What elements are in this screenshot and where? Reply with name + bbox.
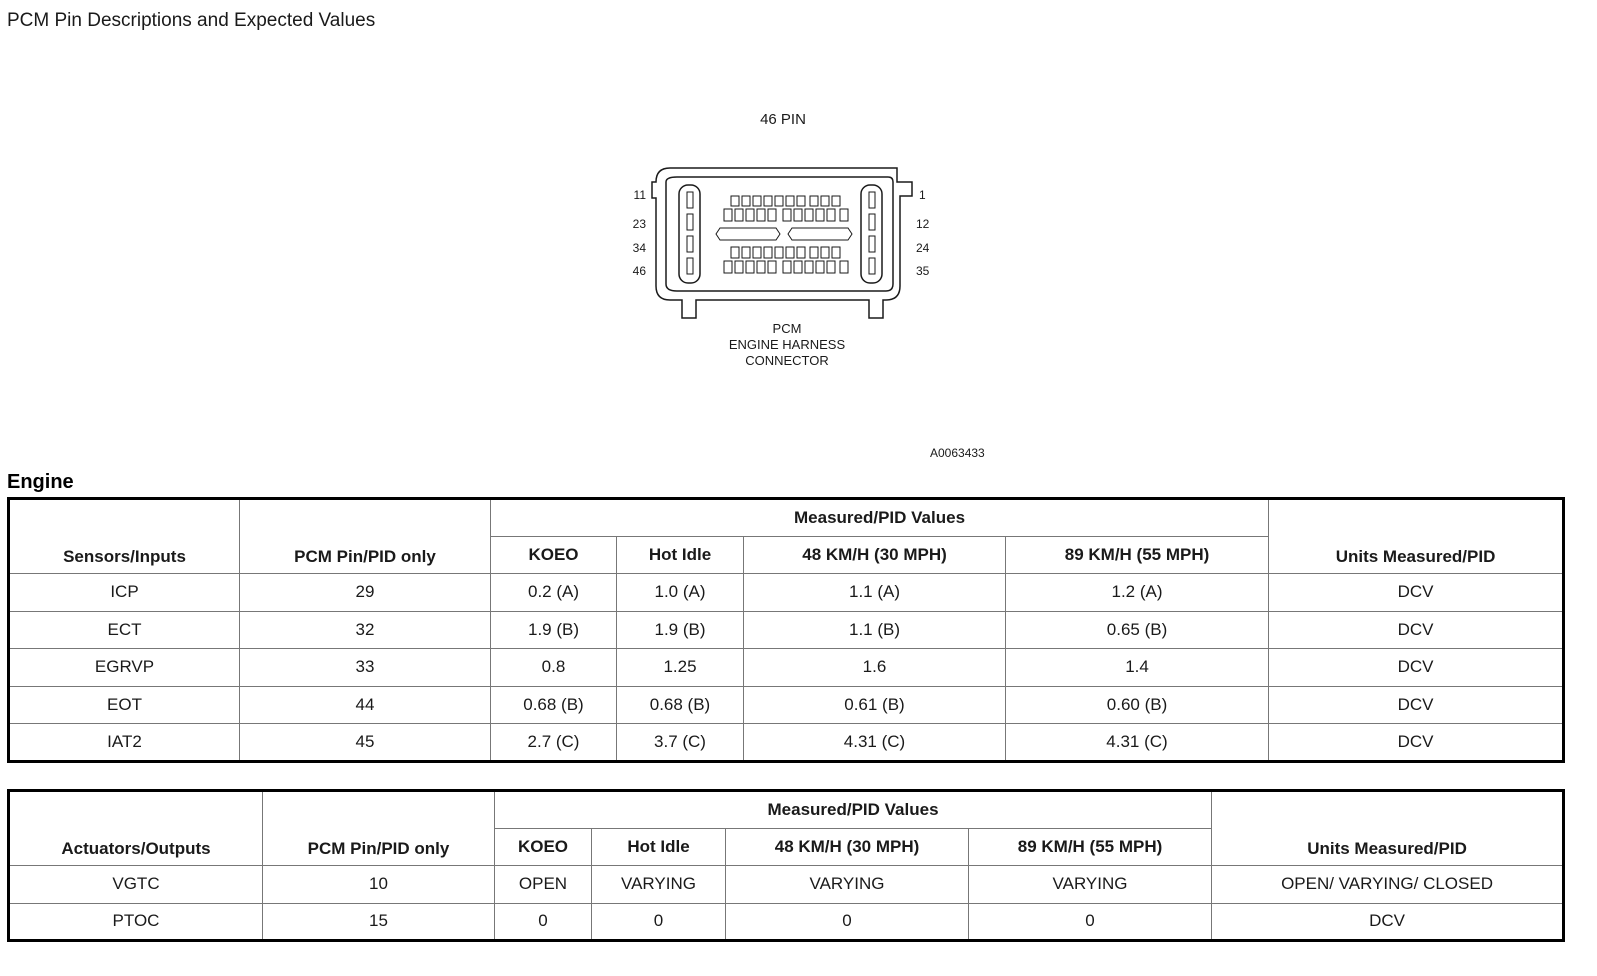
header-sensors-inputs: Sensors/Inputs	[9, 499, 240, 574]
header-hot-idle: Hot Idle	[617, 536, 744, 574]
koeo-value: 0.68 (B)	[491, 686, 617, 724]
units-value: DCV	[1269, 611, 1564, 649]
speed-48-value: 4.31 (C)	[744, 724, 1006, 762]
koeo-value: 0	[495, 903, 592, 941]
speed-48-value: 1.1 (B)	[744, 611, 1006, 649]
pcm-pin: 29	[240, 574, 491, 612]
header-89-kmh: 89 KM/H (55 MPH)	[969, 828, 1212, 866]
speed-89-value: 4.31 (C)	[1006, 724, 1269, 762]
header-89-kmh: 89 KM/H (55 MPH)	[1006, 536, 1269, 574]
speed-48-value: VARYING	[726, 866, 969, 904]
pcm-pin: 10	[263, 866, 495, 904]
header-pcm-pin: PCM Pin/PID only	[240, 499, 491, 574]
table-row	[9, 903, 1564, 941]
speed-89-value: 0.65 (B)	[1006, 611, 1269, 649]
table-row	[9, 574, 1564, 612]
hot-idle-value: 0	[592, 903, 726, 941]
koeo-value: 0.8	[491, 649, 617, 687]
page-title: PCM Pin Descriptions and Expected Values	[7, 10, 376, 31]
speed-48-value: 1.1 (A)	[744, 574, 1006, 612]
header-pcm-pin: PCM Pin/PID only	[263, 791, 495, 866]
pin-cavities	[687, 192, 875, 274]
speed-89-value: 1.2 (A)	[1006, 574, 1269, 612]
hot-idle-value: 1.25	[617, 649, 744, 687]
header-hot-idle: Hot Idle	[592, 828, 726, 866]
sensor-name: EGRVP	[9, 649, 240, 687]
actuator-values-table	[7, 789, 1565, 942]
pin-label-right: 1	[919, 188, 926, 202]
sensor-name: ECT	[9, 611, 240, 649]
actuator-name: VGTC	[9, 866, 263, 904]
units-value: DCV	[1269, 649, 1564, 687]
speed-89-value: 0	[969, 903, 1212, 941]
speed-89-value: 0.60 (B)	[1006, 686, 1269, 724]
pin-label-left: 23	[632, 217, 646, 231]
pin-label-right: 35	[916, 264, 930, 278]
diagram-caption-line: ENGINE HARNESS	[728, 337, 846, 352]
connector-outline	[652, 168, 912, 318]
speed-48-value: 0.61 (B)	[744, 686, 1006, 724]
engine-values-table	[7, 497, 1565, 763]
sensor-name: IAT2	[9, 724, 240, 762]
hot-idle-value: 1.0 (A)	[617, 574, 744, 612]
section-heading-engine: Engine	[7, 471, 74, 493]
table-row	[9, 686, 1564, 724]
pcm-pin: 44	[240, 686, 491, 724]
units-value: DCV	[1269, 686, 1564, 724]
units-value: OPEN/ VARYING/ CLOSED	[1212, 866, 1564, 904]
pcm-pin: 33	[240, 649, 491, 687]
hot-idle-value: 0.68 (B)	[617, 686, 744, 724]
table-row	[9, 611, 1564, 649]
speed-89-value: 1.4	[1006, 649, 1269, 687]
diagram-caption-line: PCM	[772, 321, 802, 336]
pin-label-right: 24	[916, 241, 930, 255]
pcm-pin: 45	[240, 724, 491, 762]
header-measured-pid-values: Measured/PID Values	[491, 499, 1269, 537]
pcm-pin: 15	[263, 903, 495, 941]
hot-idle-value: 1.9 (B)	[617, 611, 744, 649]
units-value: DCV	[1212, 903, 1564, 941]
diagram-title: 46 PIN	[760, 111, 806, 128]
actuator-name: PTOC	[9, 903, 263, 941]
table-row	[9, 724, 1564, 762]
figure-id: A0063433	[930, 446, 985, 460]
sensor-name: ICP	[9, 574, 240, 612]
connector-diagram	[600, 100, 1000, 400]
units-value: DCV	[1269, 574, 1564, 612]
speed-48-value: 1.6	[744, 649, 1006, 687]
header-48-kmh: 48 KM/H (30 MPH)	[744, 536, 1006, 574]
hot-idle-value: VARYING	[592, 866, 726, 904]
speed-89-value: VARYING	[969, 866, 1212, 904]
pin-label-right: 12	[916, 217, 930, 231]
diagram-caption-line: CONNECTOR	[745, 353, 829, 368]
header-units: Units Measured/PID	[1212, 791, 1564, 866]
header-units: Units Measured/PID	[1269, 499, 1564, 574]
header-measured-pid-values: Measured/PID Values	[495, 791, 1212, 829]
sensor-name: EOT	[9, 686, 240, 724]
koeo-value: 1.9 (B)	[491, 611, 617, 649]
speed-48-value: 0	[726, 903, 969, 941]
table-row	[9, 649, 1564, 687]
header-actuators-outputs: Actuators/Outputs	[9, 791, 263, 866]
header-48-kmh: 48 KM/H (30 MPH)	[726, 828, 969, 866]
header-koeo: KOEO	[495, 828, 592, 866]
table-row	[9, 866, 1564, 904]
koeo-value: 2.7 (C)	[491, 724, 617, 762]
koeo-value: 0.2 (A)	[491, 574, 617, 612]
hot-idle-value: 3.7 (C)	[617, 724, 744, 762]
pin-label-left: 11	[633, 188, 646, 202]
koeo-value: OPEN	[495, 866, 592, 904]
pin-label-left: 34	[632, 241, 646, 255]
header-koeo: KOEO	[491, 536, 617, 574]
units-value: DCV	[1269, 724, 1564, 762]
pcm-pin: 32	[240, 611, 491, 649]
pin-label-left: 46	[632, 264, 646, 278]
